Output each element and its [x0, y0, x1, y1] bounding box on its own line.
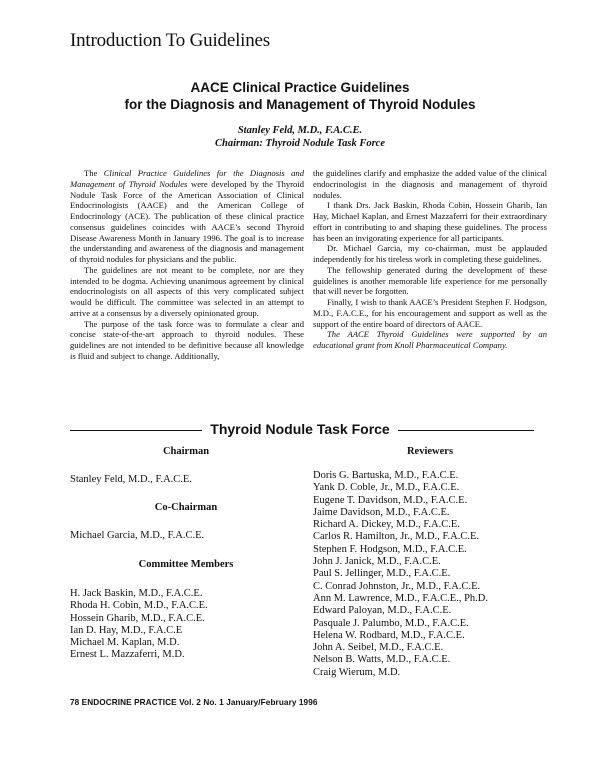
- cochairman-name: Michael Garcia, M.D., F.A.C.E.: [70, 530, 205, 541]
- right-column: [313, 168, 547, 351]
- article-title-line-2: for the Diagnosis and Management of Thyroid Nodules: [124, 97, 476, 112]
- list-item: Edward Paloyan, M.D., F.A.C.E.: [313, 605, 452, 617]
- paragraph: the guidelines clarify and emphasize the added value of the clinical endocrinologist in the diagnosis and management of thyroid nodules.: [313, 168, 547, 200]
- list-item: Stephen F. Hodgson, M.D., F.A.C.E.: [313, 543, 467, 555]
- article-title: [0, 79, 600, 113]
- committee-list: [70, 588, 208, 662]
- list-item: Pasquale J. Palumbo, M.D., F.A.C.E.: [313, 617, 469, 629]
- list-item: Ian D. Hay, M.D., F.A.C.E: [70, 624, 183, 636]
- list-item: H. Jack Baskin, M.D., F.A.C.E.: [70, 588, 203, 599]
- list-item: C. Conrad Johnston, Jr., M.D., F.A.C.E.: [313, 580, 481, 592]
- guidelines-title-italic: Clinical Practice Guidelines for the Diagnosis and Management of Thyroid Nodules: [70, 168, 304, 189]
- paragraph: The Clinical Practice Guidelines for the Diagnosis and Management of Thyroid Nodules were developed by the Thyroid Nodule Task Force of the American Association of Clinical Endocrinologists (AACE) and the American College of Endocrinology (ACE). The publication of these clinical practice consensus guidelines coincides with AACE’s second Thyroid Disease Awareness Month in January 1996. The goal is to increase the understanding and awareness of the diagnosis and management of thyroid nodules for physicians and the public.: [70, 168, 305, 264]
- list-item: Hossein Gharib, M.D., F.A.C.E.: [70, 612, 205, 624]
- list-item: John A. Seibel, M.D., F.A.C.E.: [313, 642, 444, 654]
- list-item: Doris G. Bartuska, M.D., F.A.C.E.: [313, 470, 459, 481]
- list-item: Yank D. Coble, Jr., M.D., F.A.C.E.: [313, 482, 460, 494]
- list-item: Paul S. Jellinger, M.D., F.A.C.E.: [313, 568, 451, 580]
- author-block: [0, 124, 600, 150]
- list-item: Richard A. Dickey, M.D., F.A.C.E.: [313, 519, 460, 531]
- acknowledgement: The AACE Thyroid Guidelines were supported by an educational grant from Knoll Pharmaceutical Company.: [313, 329, 547, 350]
- article-title-line-1: AACE Clinical Practice Guidelines: [190, 80, 410, 95]
- paragraph: The purpose of the task force was to formulate a clear and concise state-of-the-art approach to thyroid nodules. These guidelines are not intended to be definitive because all knowledge is fluid and subject to change. Additionally,: [70, 318, 304, 361]
- section-title: Introduction To Guidelines: [70, 30, 270, 51]
- author-name: Stanley Feld, M.D., F.A.C.E.: [237, 125, 363, 136]
- paragraph: The fellowship generated during the development of these guidelines is another memorable life experience for me personally that will never be forgotten.: [313, 264, 547, 297]
- list-item: Ann M. Lawrence, M.D., F.A.C.E., Ph.D.: [313, 592, 489, 604]
- paragraph: The guidelines are not meant to be complete, nor are they intended to be dogma. Achieving unanimous agreement by clinical endocrinologists on all aspects of this very complicated subject would be difficult. The committee was selected in an attempt to arrive at a consensus by a diversely opinionated group.: [70, 264, 304, 318]
- left-column: [70, 168, 304, 362]
- list-item: John J. Janick, M.D., F.A.C.E.: [313, 556, 441, 568]
- paragraph: Finally, I wish to thank AACE’s President Stephen F. Hodgson, M.D., F.A.C.E., for his encouragement and support as well as the support of the entire board of directors of AACE.: [313, 297, 547, 329]
- list-item: Helena W. Rodbard, M.D., F.A.C.E.: [313, 629, 465, 641]
- list-item: Jaime Davidson, M.D., F.A.C.E.: [313, 506, 450, 518]
- list-item: Craig Wierum, M.D.: [313, 666, 401, 678]
- list-item: Eugene T. Davidson, M.D., F.A.C.E.: [313, 494, 468, 506]
- page-footer: 78 ENDOCRINE PRACTICE Vol. 2 No. 1 January/February 1996: [70, 698, 318, 707]
- list-item: Carlos R. Hamilton, Jr., M.D., F.A.C.E.: [313, 531, 480, 543]
- reviewers-list: [313, 470, 488, 679]
- list-item: Michael M. Kaplan, M.D.: [70, 637, 180, 649]
- list-item: Ernest L. Mazzaferri, M.D.: [70, 649, 185, 661]
- cochairman-heading: Co-Chairman: [154, 502, 218, 513]
- list-item: Rhoda H. Cobin, M.D., F.A.C.E.: [70, 600, 208, 612]
- chairman-heading: Chairman: [162, 446, 210, 457]
- task-force-title: Thyroid Nodule Task Force: [0, 421, 600, 437]
- paragraph: I thank Drs. Jack Baskin, Rhoda Cobin, Hossein Gharib, Ian Hay, Michael Kaplan, and Ernest Mazzaferri for their extraordinary effort in contributing to and shaping these guidelines. The process has been an invigorating experience for all participants.: [313, 200, 547, 243]
- author-role: Chairman: Thyroid Nodule Task Force: [215, 138, 385, 149]
- paragraph: Dr. Michael Garcia, my co-chairman, must be applauded independently for his tireless work in completing these guidelines.: [313, 243, 547, 264]
- reviewers-heading: Reviewers: [406, 446, 454, 457]
- chairman-name: Stanley Feld, M.D., F.A.C.E.: [70, 474, 192, 485]
- list-item: Nelson B. Watts, M.D., F.A.C.E.: [313, 654, 451, 666]
- committee-heading: Committee Members: [138, 559, 234, 570]
